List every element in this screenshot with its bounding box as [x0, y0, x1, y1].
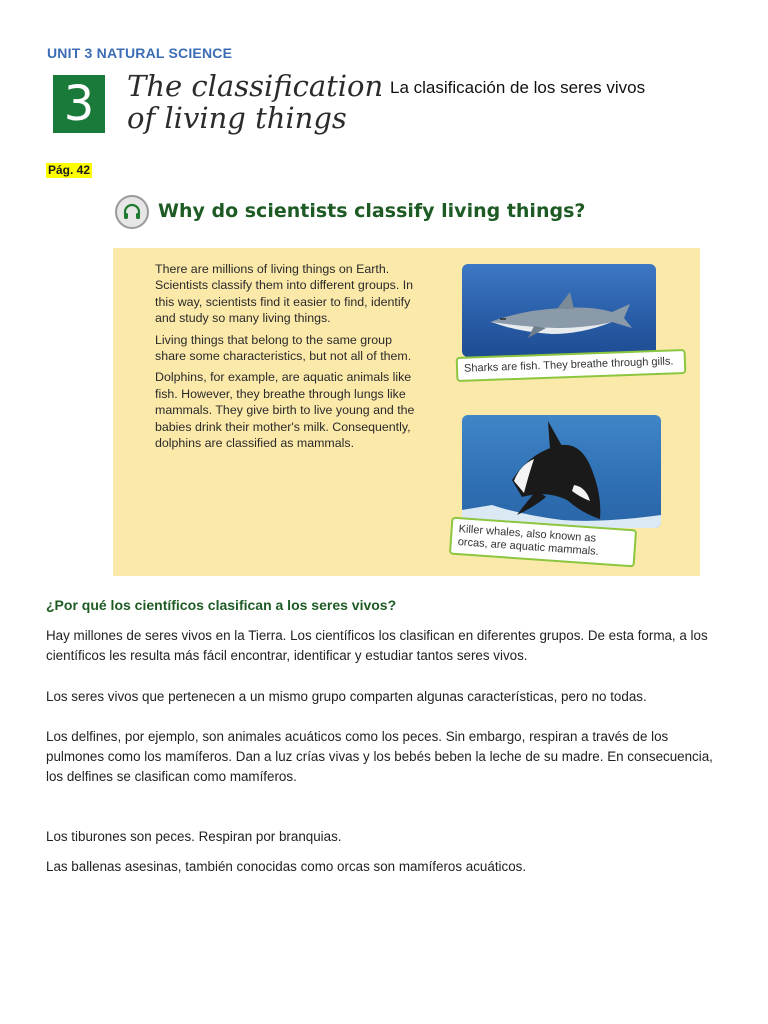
book-paragraph-3: Dolphins, for example, are aquatic animals like fish. However, they breathe through lungs like mammals. They give birth to live young and the babies drink their mother's milk. Consequently, dolphins are classified as mammals. — [155, 370, 415, 451]
unit-number-badge: 3 — [53, 75, 105, 133]
spanish-paragraph-2: Los seres vivos que pertenecen a un mismo grupo comparten algunas características, pero no todas. — [46, 689, 647, 704]
unit-title-line1: The classification — [127, 69, 384, 103]
orca-caption: Killer whales, also known as orcas, are aquatic mammals. — [449, 517, 637, 568]
book-paragraph-1: There are millions of living things on Earth. Scientists classify them into different groups. In this way, scientists find it easier to find, identify and study so many living things. — [155, 262, 414, 326]
shark-photo — [462, 264, 656, 357]
headphones-icon[interactable] — [115, 195, 149, 229]
book-text — [155, 261, 417, 456]
unit-label: UNIT 3 NATURAL SCIENCE — [47, 45, 233, 61]
book-paragraph-2: Living things that belong to the same group share some characteristics, but not all of them. — [155, 332, 412, 364]
page-reference: Pág. 42 — [48, 163, 91, 177]
unit-title — [127, 70, 383, 134]
orca-photo — [462, 415, 661, 528]
spanish-paragraph-1: Hay millones de seres vivos en la Tierra. Los científicos los clasifican en diferentes grupos. De esta forma, a los científicos les resulta más fácil encontrar, identificar y estudiar tantos seres vivos. — [46, 628, 708, 663]
shark-caption: Sharks are fish. They breathe through gills. — [456, 349, 687, 382]
unit-title-line2: of living things — [127, 101, 347, 135]
spanish-paragraph-4: Los tiburones son peces. Respiran por branquias. — [46, 829, 342, 844]
spanish-paragraph-3: Los delfines, por ejemplo, son animales acuáticos como los peces. Sin embargo, respiran a través de los pulmones como los mamíferos. Dan a luz crías vivas y los bebés beben la leche de su madre. En consecuencia, los delfines se clasifican como mamíferos. — [46, 729, 713, 784]
spanish-paragraph-5: Las ballenas asesinas, también conocidas como orcas son mamíferos acuáticos. — [46, 859, 527, 874]
title-spanish: La clasificación de los seres vivos — [390, 78, 646, 97]
spanish-heading: ¿Por qué los científicos clasifican a los seres vivos? — [46, 597, 397, 613]
book-heading: Why do scientists classify living things? — [158, 200, 586, 222]
